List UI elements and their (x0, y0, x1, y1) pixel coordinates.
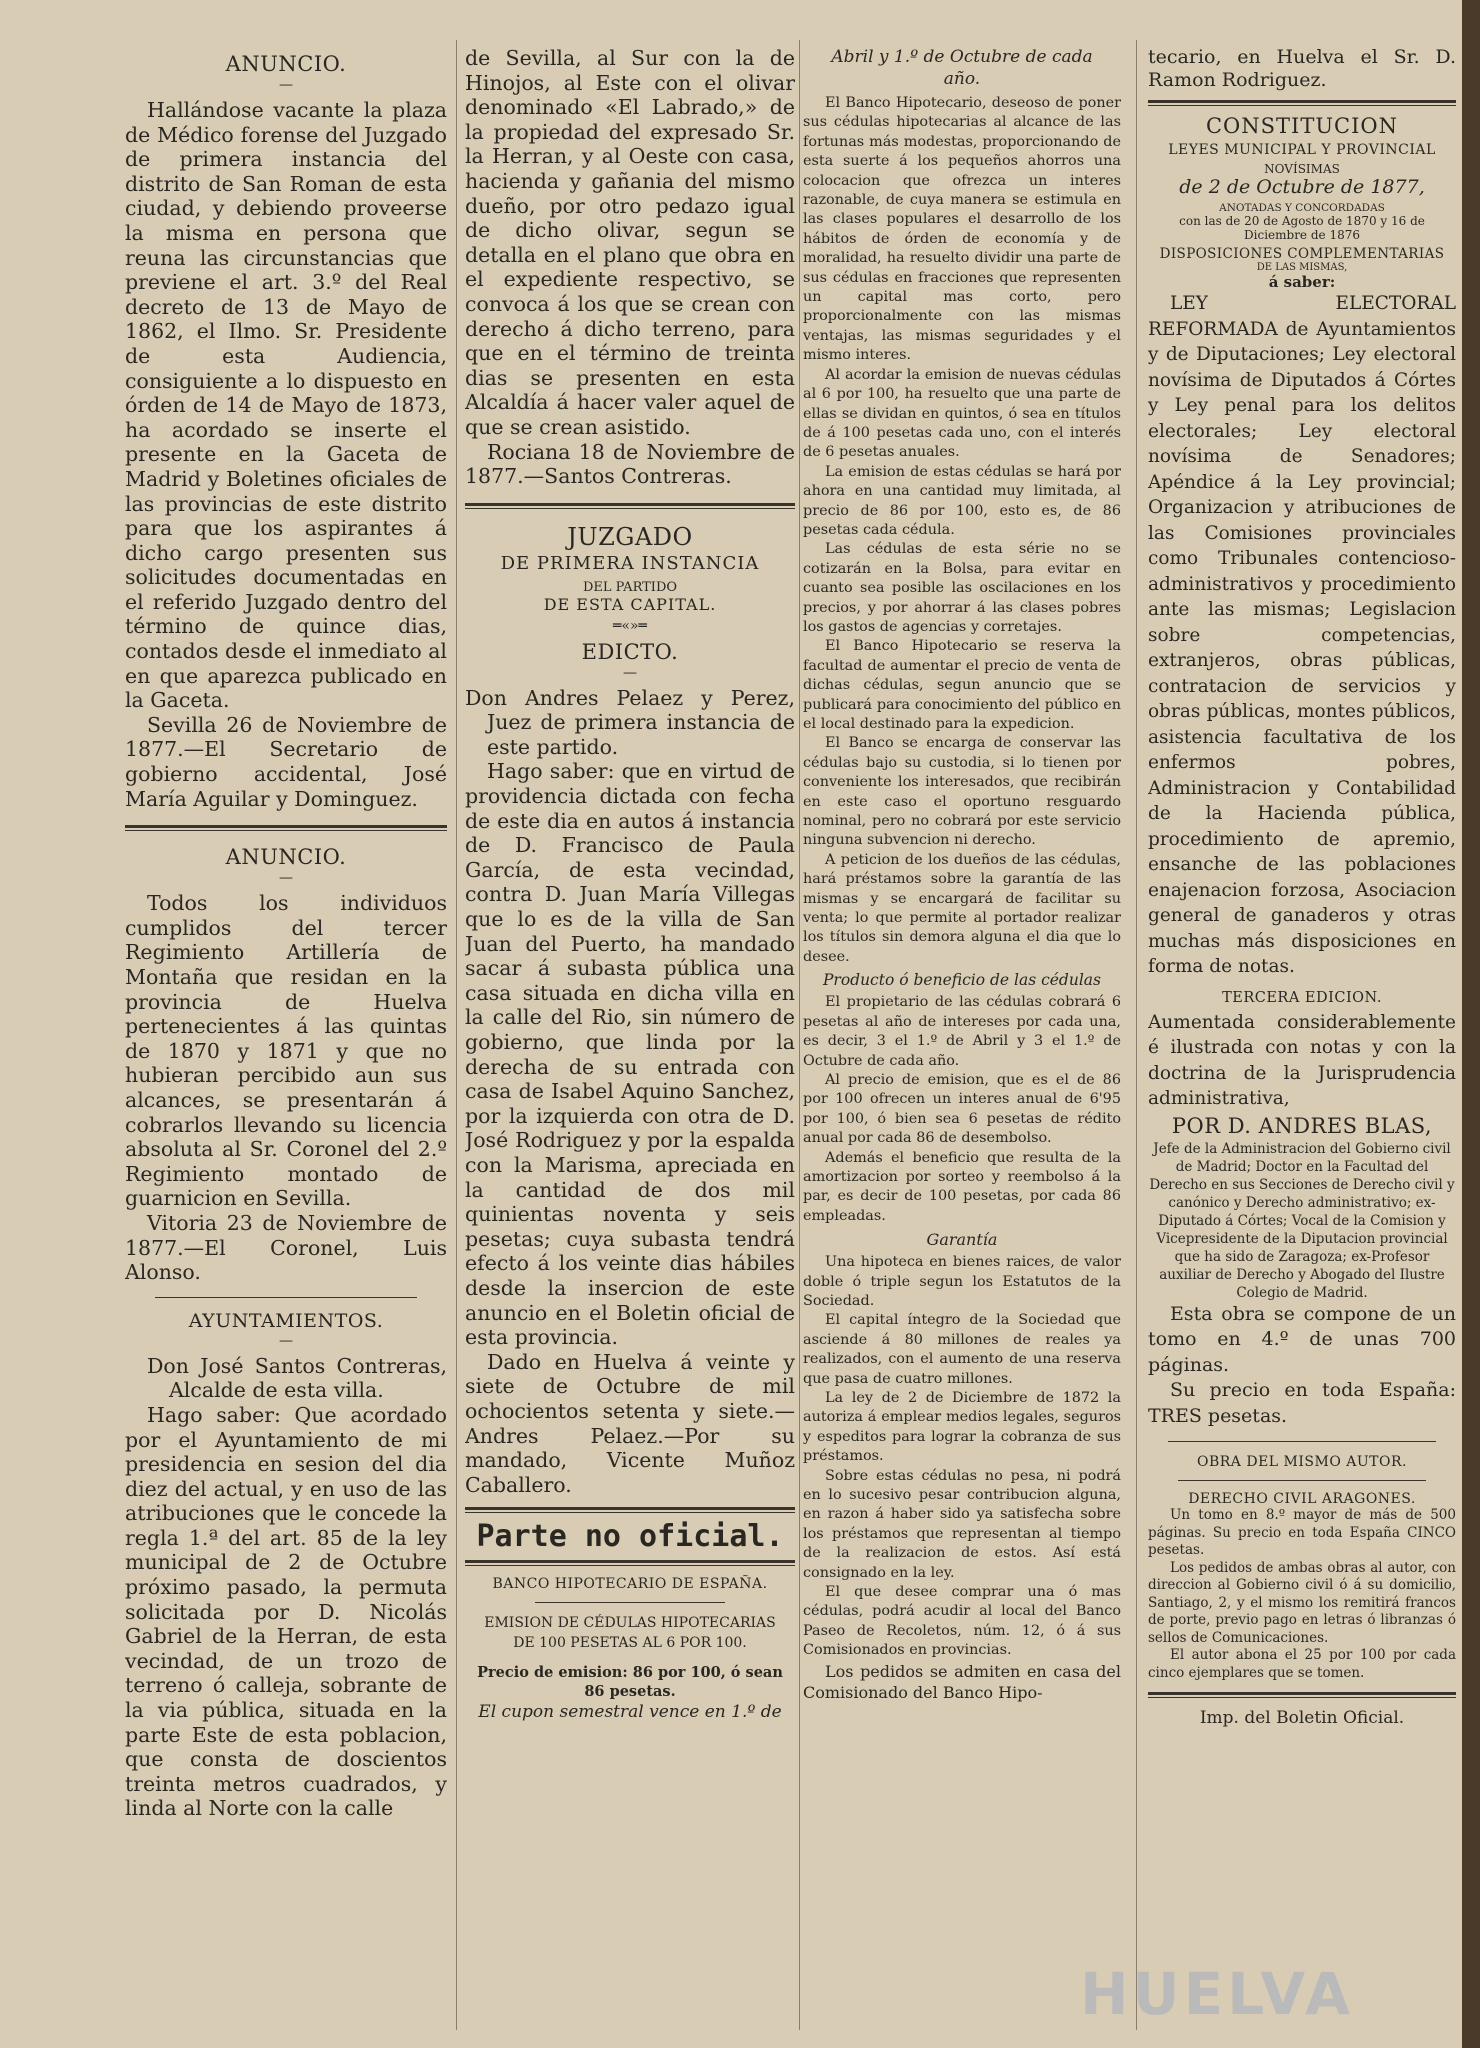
aumentada-text: Aumentada considerablemente é ilustrada con notas y con la doctrina de la Jurisprudencia administrativa, (1148, 1011, 1456, 1109)
banco-paragraph: A peticion de los dueños de las cédulas, hará préstamos sobre la garantía de las mismas y se encargará de facilitar su venta; lo que permite al portador realizar los títulos sin demora alguna el dia que lo desee. (803, 851, 1121, 965)
column-1 (125, 46, 447, 2036)
anuncio-body-1: Hallándose vacante la plaza de Médico forense del Juzgado de primera instancia del distrito de San Roman de esta ciudad, y debiendo proveerse la misma en persona que reuna las circunstancias que previene el art. 3.º del Real decreto de 13 de Mayo de 1862, el Ilmo. Sr. Presidente de esta Audiencia, consiguiente a lo dispuesto en órden de 14 de Mayo de 1873, ha acordado se inserte el presente en la Gaceta de Madrid y Boletines oficiales de las provincias de este distrito para que los aspirantes á dicho cargo presenten sus solicitudes documentadas en el referido Juzgado dentro del término de quince dias, contados desde el inmediato al en que aparezca publicado en la Gaceta. (125, 98, 447, 713)
separator-dash: — (279, 1332, 293, 1349)
con-las-label: con las de 20 de Agosto de 1870 y 16 de Diciembre de 1876 (1179, 214, 1425, 242)
banco-paragraph: Sobre estas cédulas no pesa, ni podrá en lo sucesivo pesar contribucion alguna, en razon á haber sido ya satisfecha sobre los préstamos que representan al tiempo de la realizacion de estos. Así está consignado en la ley. (803, 1467, 1121, 1581)
derecho-civil-title: DERECHO CIVIL ARAGONES. (1188, 1491, 1416, 1507)
cupon-continuation: Abril y 1.º de Octubre de cada año. (831, 47, 1093, 89)
ayuntamientos-body: Hago saber: Que acordado por el Ayuntamiento de mi presidencia en sesion del dia diez del actual, y en uso de las atribuciones que le concede la regla 1.ª del art. 85 de la ley municipal de 2 de Octubre próximo pasado, la permuta solicitada por D. Nicolás Gabriel de la Herran, de esta vecindad, de un trozo de terreno ó calleja, sobrante de la via pública, situada en la parte Este de esta poblacion, que consta de doscientos treinta metros cuadrados, y linda al Norte con la calle (125, 1402, 447, 1821)
banco-paragraph: Además el beneficio que resulta de la amortizacion por sorteo y reembolso á la par, es decir de 100 pesetas, por cada 86 empleadas. (803, 1149, 1121, 1224)
juzgado-title: JUZGADO (567, 522, 693, 551)
imprenta-label: Imp. del Boletin Oficial. (1199, 1708, 1405, 1728)
banco-paragraph: El propietario de las cédulas cobrará 6 pesetas al año de intereses por cada una, es decir, 3 el 1.º de Abril y 3 el 1.º de Octubre de cada año. (803, 994, 1121, 1069)
banco-paragraph: La emision de estas cédulas se hará por ahora en una cantidad muy limitada, al precio de 86 por 100, esto es, de 86 pesetas cada cédula. (803, 463, 1121, 538)
ayuntamientos-intro: Don José Santos Contreras, Alcalde de esta villa. (147, 1353, 447, 1403)
garantia-heading: Garantía (926, 1230, 998, 1250)
edicto-intro: Don Andres Pelaez y Perez, Juez de primera instancia de este partido. (465, 685, 795, 759)
juzgado-capital: DE ESTA CAPITAL. (543, 594, 717, 614)
disposiciones-label: DISPOSICIONES COMPLEMENTARIAS (1159, 246, 1445, 262)
banco-paragraph: El Banco Hipotecario se reserva la facultad de aumentar el precio de venta de dichas cédulas, segun anuncio que se publicará para conocimiento del público en el local destinado para la expedicion. (803, 638, 1121, 732)
column-rule (1136, 40, 1137, 2030)
precio-emision: Precio de emision: 86 por 100, ó sean 86 pesetas. (477, 1664, 783, 1701)
precio-text: Su precio en toda España: TRES pesetas. (1148, 1379, 1456, 1427)
separator-dash: — (279, 870, 293, 887)
edicto-heading: EDICTO. (581, 639, 679, 664)
lista-disposiciones: LEY ELECTORAL REFORMADA de Ayuntamientos y de Diputaciones; Ley electoral novísima de Diputados á Córtes y Ley penal para los delitos electorales; Ley electoral novísima de Senadores; Apéndice á la Ley provincial; Organizacion y atribuciones de las Comisiones provinciales como Tribunales contencioso-administrativos y procedimiento ante las mismas; Legislacion sobre competencias, extranjeros, obras públicas, contratacion de servicios y obras públicas, montes públicos, asistencia facultativa de los enfermos pobres, Administracion y Contabilidad de la Hacienda pública, procedimiento de apremio, ensanche de las poblaciones enajenacion forzosa, Asociacion general de ganaderos y otras muchas más disposiciones en forma de notas. (1148, 293, 1456, 977)
constitucion-title: CONSTITUCION (1205, 114, 1398, 138)
anotadas-label: ANOTADAS Y CONCORDADAS (1219, 202, 1385, 214)
banco-paragraph: El que desee comprar una ó mas cédulas, podrá acudir al local del Banco Paseo de Recoletos, núm. 12, ó á sus Comisionados en provincias. (803, 1584, 1121, 1659)
autor-name: POR D. ANDRES BLAS, (1171, 1113, 1433, 1138)
compone-text: Esta obra se compone de un tomo en 4.º de unas 700 páginas. (1148, 1302, 1456, 1376)
anuncio-body-2: Todos los individuos cumplidos del tercer Regimiento Artillería de Montaña que residan en la provincia de Huelva pertenecientes á las quintas de 1870 y 1871 y que no hubieran percibido aun sus alcances, se presentarán á cobrarlos llevando su licencia absoluta al Sr. Coronel del 2.º Regimiento montado de guarnicion en Sevilla. (125, 891, 447, 1211)
banco-paragraph: La ley de 2 de Diciembre de 1872 la autoriza á emplear medios legales, seguros y espeditos para lograr la cobranza de sus préstamos. (803, 1390, 1121, 1465)
binding-edge (1462, 0, 1480, 2048)
autor-description: Jefe de la Administracion del Gobierno civil de Madrid; Doctor en la Facultad del Derecho en sus Secciones de Derecho civil y canónico y Derecho administrativo; ex-Diputado á Córtes; Vocal de la Comision y Vicepresidente de la Diputacion provincial que ha sido de Zaragoza; ex-Profesor auxiliar de Derecho y Abogado del Ilustre Colegio de Madrid. (1149, 1140, 1455, 1301)
banco-title: BANCO HIPOTECARIO DE ESPAÑA. (492, 1576, 768, 1593)
separator-dash: — (279, 77, 293, 93)
parte-no-oficial-title: Parte no oficial. (476, 1519, 784, 1555)
cupon-text: El cupon semestral vence en 1.º de (478, 1702, 782, 1723)
huelva-watermark: HUELVA (1080, 1960, 1355, 2028)
de-las-label: DE LAS MISMAS, (1256, 262, 1348, 273)
leyes-title: LEYES MUNICIPAL Y PROVINCIAL (1168, 142, 1436, 158)
section-divider (465, 503, 795, 509)
emision-title: EMISION DE CÉDULAS HIPOTECARIAS DE 100 PESETAS AL 6 POR 100. (484, 1615, 776, 1652)
juzgado-subtitle: DE PRIMERA INSTANCIA (500, 552, 760, 574)
obra-mismo-autor: OBRA DEL MISMO AUTOR. (1197, 1454, 1407, 1470)
column-4 (1148, 46, 1456, 2036)
column-rule (456, 40, 457, 2030)
section-divider (1168, 1441, 1436, 1442)
banco-paragraph: El capital íntegro de la Sociedad que asciende á 80 millones de reales ya realizados, con el aumento de una reserva que pasa de cuatro millones. (803, 1312, 1121, 1387)
section-divider (1148, 1692, 1456, 1698)
novisimas-label: NOVÍSIMAS (1264, 162, 1340, 176)
fecha-label: de 2 de Octubre de 1877, (1179, 176, 1425, 198)
banco-paragraph: Las cédulas de esta série no se cotizarán en la Bolsa, para evitar en cuanto sea posible las oscilaciones en los precios, y por ahorrar á las clases pobres los gastos de agencias y corretajes. (803, 541, 1121, 635)
section-divider (535, 1602, 725, 1603)
comisionado-continuation: tecario, en Huelva el Sr. D. Ramon Rodriguez. (1148, 46, 1456, 91)
ayuntamientos-sign: Rociana 18 de Noviembre de 1877.—Santos Contreras. (465, 439, 795, 489)
banco-paragraph: El Banco Hipotecario, deseoso de poner sus cédulas hipotecarias al alcance de las fortunas más modestas, proporcionando de esta suerte á los pequeños ahorros una colocacion que ofrezca un interes razonable, de cuya manera se estimula en las clases populares el desarrollo de los hábitos de órden de economía y de moralidad, ha resuelto dividir una parte de sus cédulas en fracciones que representen un capital mas corto, pero proporcionalmente con las mismas ventajas, las mismas seguridades y el mismo interes. (803, 95, 1121, 364)
banco-paragraph: Al precio de emision, que es el de 86 por 100 ofrecen un interes anual de 6'95 por 100, ó bien sea 6 pesetas de rédito anual por cada 86 de desembolso. (803, 1071, 1121, 1147)
column-rule (799, 40, 800, 2030)
section-divider (125, 825, 447, 831)
edicto-body: Hago saber: que en virtud de providencia dictada con fecha de este dia en autos á instancia de D. Francisco de Paula García, de esta vecindad, contra D. Juan María Villegas que lo es de la villa de San Juan del Puerto, ha mandado sacar á subasta pública una casa situada en dicha villa en la calle del Rio, sin número de gobierno, que linda por la derecha de su entrada con casa de Isabel Aquino Sanchez, por la izquierda con otra de D. José Rodriguez y por la espalda con la Marisma, apreciada en la cantidad de dos mil quinientas noventa y seis pesetas; cuya subasta tendrá efecto á los veinte dias hábiles desde la insercion de este anuncio en el Boletin oficial de esta provincia. (465, 759, 795, 1350)
ayuntamientos-continuation: de Sevilla, al Sur con la de Hinojos, al Este con el olivar denominado «El Labrado,» de la propiedad del expresado Sr. la Herran, y al Oeste con casa, hacienda y gañania del mismo dueño, por otro pedazo igual de dicho olivar, segun se detalla en el plano que obra en el expediente respectivo, se convoca á los que se crean con derecho á dicho terreno, para que en el término de treinta dias se presenten en esta Alcaldía á hacer valer aquel de que se crean asistido. (465, 46, 795, 439)
tomo-text: Un tomo en 8.º mayor de más de 500 páginas. Su precio en toda España CINCO pesetas. (1148, 1507, 1456, 1558)
tercera-edicion: TERCERA EDICION. (1222, 989, 1382, 1006)
a-saber-label: á saber: (1268, 273, 1336, 291)
section-divider (465, 1507, 795, 1513)
column-3 (803, 46, 1121, 2036)
banco-paragraph: Los pedidos se admiten en casa del Comisionado del Banco Hipo- (803, 1661, 1121, 1702)
edicto-sign: Dado en Huelva á veinte y siete de Octubre de mil ochocientos setenta y siete.—Andres Pelaez.—Por su mandado, Vicente Muñoz Caballero. (465, 1349, 795, 1497)
abona-text: El autor abona el 25 por 100 por cada cinco ejemplares que se tomen. (1148, 1647, 1456, 1681)
anuncio-heading-1: ANUNCIO. (225, 52, 347, 76)
separator-dash: — (623, 664, 637, 681)
producto-heading: Producto ó beneficio de las cédulas (822, 971, 1101, 990)
anuncio-sign-1: Sevilla 26 de Noviembre de 1877.—El Secretario de gobierno accidental, José María Aguilar y Dominguez. (125, 712, 447, 811)
section-divider (155, 1297, 417, 1298)
section-divider (1148, 100, 1456, 106)
ayuntamientos-heading: AYUNTAMIENTOS. (188, 1309, 384, 1332)
pedidos-text: Los pedidos de ambas obras al autor, con direccion al Gobierno civil ó á su domicilio, Santiago, 2, y el mismo los remitirá francos de porte, previo pago en letras ó libranzas ó sellos de Comunicaciones. (1148, 1559, 1456, 1646)
anuncio-heading-2: ANUNCIO. (225, 845, 347, 870)
banco-paragraph: El Banco se encarga de conservar las cédulas bajo su custodia, si lo tienen por conveniente los interesados, que recibirán en este caso el oportuno resguardo nominal, pero no cobrará por este servicio ninguna subvencion ni derecho. (803, 735, 1121, 849)
section-divider (465, 1560, 795, 1566)
banco-paragraph: Al acordar la emision de nuevas cédulas al 6 por 100, ha resuelto que una parte de ellas se dividan en quintos, ó sea en títulos de á 100 pesetas cada uno, con el interés de 6 pesetas anuales. (803, 366, 1121, 461)
ornament: ═«»═ (613, 617, 647, 634)
anuncio-sign-2: Vitoria 23 de Noviembre de 1877.—El Coronel, Luis Alonso. (125, 1210, 447, 1285)
juzgado-del-partido: DEL PARTIDO (582, 579, 678, 595)
banco-paragraph: Una hipoteca en bienes raices, de valor doble ó triple segun los Estatutos de la Sociedad. (803, 1254, 1121, 1309)
column-2 (465, 46, 795, 2036)
section-divider (1178, 1480, 1426, 1481)
